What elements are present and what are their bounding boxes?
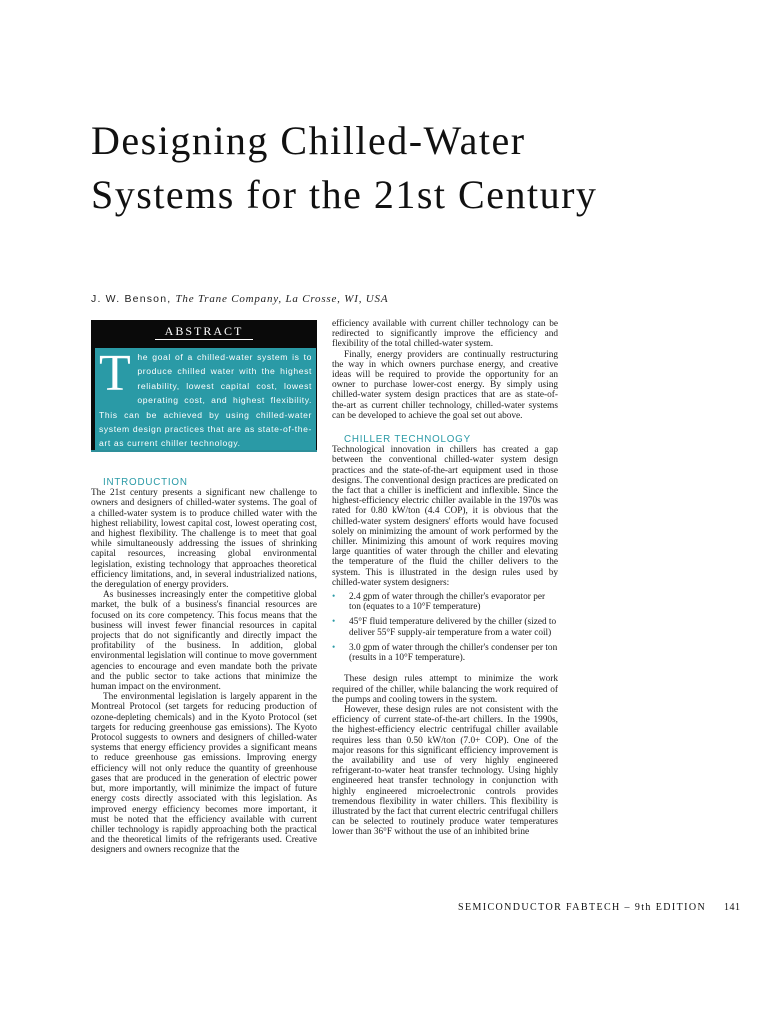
paragraph: The environmental legislation is largely apparent in the Montreal Protocol (set targets for reducing production of ozone-depleting chemicals) and in the Kyoto Protocol (set targets for reducing greenhouse gas emissions). The Kyoto Protocol suggests to owners and designers of chilled-water systems that energy efficiency provides a significant means to reduce greenhouse gas emissions. Improving energy efficiency will not only reduce the quantity of greenhouse gases that are produced in the generation of electric power but, more importantly, will minimize the impact of future energy costs directly associated with this legislation. As improved energy efficiency becomes more important, it must be noted that the efficiency available with current chiller technology is rapidly approaching both the practical and the theoretical limits of the refrigerants used. Creative designers and owners recognize that the (91, 692, 317, 856)
abstract-heading-bar (91, 320, 317, 346)
paragraph: The 21st century presents a significant new challenge to owners and designers of chilled-water systems. The goal of a chilled-water system is to produce chilled water with the highest reliability, lowest capital cost, lowest operating cost, and highest flexibility. The challenge is to meet that goal while simultaneously addressing the issues of shrinking capital resources, increasing global environmental legislation, existing technology that approaches theoretical efficiency limitations, and, in several industrialized nations, the deregulation of energy providers. (91, 488, 317, 591)
abstract-text: he goal of a chilled-water system is to produce chilled water with the highest reliability, lowest capital cost, lowest operating cost, and highest flexibility. This can be achieved by using chilled-water system design practices that are as state-of-the-art as current chiller technology. (99, 352, 312, 449)
page-footer (458, 902, 740, 913)
paragraph: Technological innovation in chillers has created a gap between the conventional chilled-water system design practices and the state-of-the-art equipment used in those designs. The conventional design practices are predicated on the fact that a chiller is inefficient and inflexible. Since the highest-efficiency electric chiller available in the 1970s was rated for 0.80 kW/ton (4.4 COP), it is obvious that the chilled-water system designers' efforts would have focused solely on minimizing the amount of work performed by the chiller. Minimizing this amount of work requires moving large quantities of water through the chiller and elevating the temperature of the fluid the chiller delivers to the system. This is illustrated in the design rules used by chilled-water system designers: (332, 445, 558, 588)
paragraph: efficiency available with current chiller technology can be redirected to significantly improve the efficiency and flexibility of the total chilled-water system. (332, 319, 558, 350)
abstract-body (95, 345, 316, 450)
publication-name: SEMICONDUCTOR FABTECH – 9th EDITION (458, 902, 707, 913)
bullet-icon: • (332, 592, 336, 603)
list-item (332, 617, 558, 637)
abstract-box (91, 320, 317, 452)
design-rules-list (332, 592, 558, 663)
byline (91, 293, 388, 305)
section-heading-chiller-technology: CHILLER TECHNOLOGY (344, 434, 471, 446)
paragraph: These design rules attempt to minimize the work required of the chiller, while balancing the work required of the pumps and cooling towers in the system. (332, 674, 558, 705)
right-column (332, 319, 558, 838)
paragraph: As businesses increasingly enter the competitive global market, the bulk of a business's financial resources are focused on its core competency. This focus means that the business will invest fewer financial resources in capital projects that do not significantly and directly impact the profitability of the business. In addition, global environmental legislation will continue to move government agencies to encourage and even mandate both the private and the public sector to take actions that minimize the human impact on the environment. (91, 590, 317, 693)
page-number: 141 (723, 902, 741, 913)
article-title (91, 114, 711, 222)
paragraph: However, these design rules are not consistent with the efficiency of current state-of-the-art chillers. In the 1990s, the highest-efficiency electric centrifugal chiller available requires less than 0.50 kW/ton (7.0+ COP). One of the major reasons for this significant efficiency improvement is the availability and use of very highly engineered refrigerant-to-water heat transfer technology. Using highly engineered heat transfer technology in conjunction with highly engineered microelectronic controls provides tremendous flexibility in water chillers. This flexibility is illustrated by the fact that current electric centrifugal chillers can be selected to routinely produce water temperatures lower than 36°F without the use of an inhibited brine (332, 704, 558, 838)
title-line-1: Designing Chilled-Water (91, 118, 526, 163)
bullet-icon: • (332, 642, 336, 653)
list-item (332, 643, 558, 663)
author-affiliation: The Trane Company, La Crosse, WI, USA (175, 293, 389, 305)
title-line-2: Systems for the 21st Century (91, 172, 598, 217)
paragraph: Finally, energy providers are continually restructuring the way in which owners purchase energy, and creative ideas will be required to provide the opportunity for an owner to purchase lower-cost energy. By simply using chilled-water system design practices that are as state-of-the-art as current chiller technology, chilled-water systems can be developed to achieve the goal set out above. (332, 349, 558, 421)
list-item-text: 45°F fluid temperature delivered by the chiller (sized to deliver 55°F supply-air temperature from a water coil) (349, 617, 557, 638)
abstract-heading: ABSTRACT (155, 324, 254, 340)
list-item-text: 3.0 gpm of water through the chiller's condenser per ton (results in a 10°F temperature). (349, 642, 558, 664)
section-heading-introduction: INTRODUCTION (103, 477, 188, 488)
left-column (91, 478, 317, 856)
author-name: J. W. Benson, (91, 293, 172, 305)
bullet-icon: • (332, 617, 336, 628)
list-item-text: 2.4 gpm of water through the chiller's evaporator per ton (equates to a 10°F temperature) (349, 592, 546, 613)
list-item (332, 592, 558, 612)
abstract-dropcap: T (99, 345, 132, 402)
